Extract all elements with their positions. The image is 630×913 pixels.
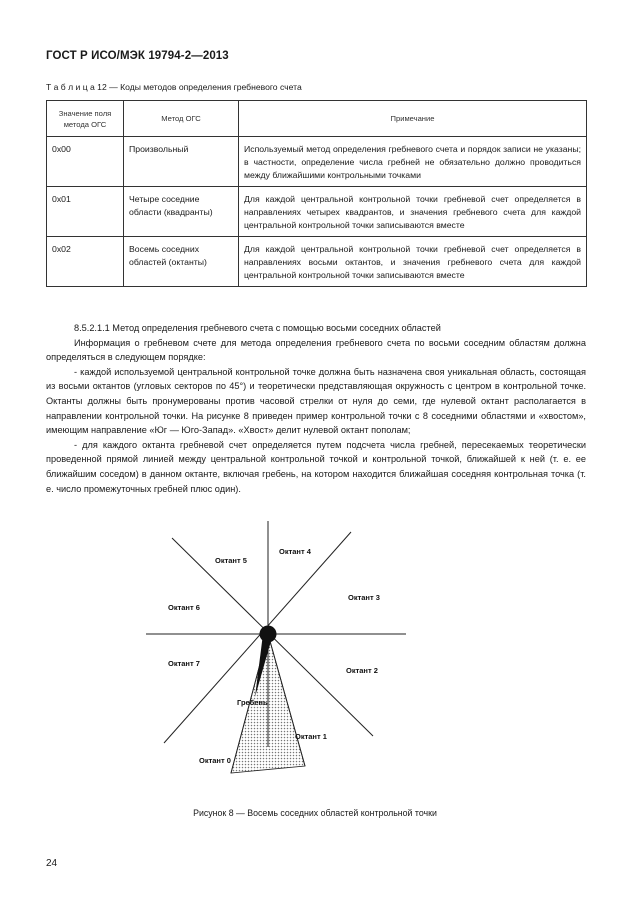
table-row	[47, 237, 587, 287]
column-header-method: Метод ОГС	[124, 101, 239, 137]
column-header-code: Значение поля метода ОГС	[47, 101, 124, 137]
column-header-note: Примечание	[239, 101, 587, 137]
cell-note: Для каждой центральной контрольной точки гребневой счет определяется в направлениях восьми октантов, и значения гребневого счета для каждой центральной контрольной точки записываются вместе	[239, 237, 587, 287]
octant-0-label: Октант 0	[199, 756, 231, 765]
page-number: 24	[46, 858, 58, 869]
table-caption: Т а б л и ц а 12 — Коды методов определения гребневого счета	[46, 82, 302, 92]
ridge-label: Гребень	[237, 698, 268, 707]
octant-5-label: Октант 5	[215, 556, 247, 565]
center-minutia-point	[260, 626, 277, 643]
document-header: ГОСТ Р ИСО/МЭК 19794-2—2013	[46, 50, 229, 62]
octant-2-label: Октант 2	[346, 666, 378, 675]
cell-code: 0x02	[47, 237, 124, 287]
cell-note: Используемый метод определения гребневого счета и порядок записи не указаны; в частности, определение числа гребней не обязательно должно проводиться между ближайшими контрольными точками	[239, 137, 587, 187]
cell-code: 0x00	[47, 137, 124, 187]
octant-6-label: Октант 6	[168, 603, 200, 612]
cell-method: Произвольный	[124, 137, 239, 187]
cell-method: Четыре соседние области (квадранты)	[124, 187, 239, 237]
paragraph: Информация о гребневом счете для метода определения гребневого счета по восьми соседним областям должна определяться в следующем порядке:	[46, 337, 586, 363]
body-text	[46, 321, 586, 496]
paragraph: - для каждого октанта гребневой счет определяется путем подсчета числа гребней, пересекаемых теоретически проведенной прямой линией между центральной контрольной точкой и контрольной точкой, ближайшей к ней (т. е. ее ближайшим соседом) в данном октанте, включая гребень, на котором находится ближайшая соседняя контрольная точка (т. е. число промежуточных гребней плюс один).	[46, 439, 586, 494]
octant-7-label: Октант 7	[168, 659, 200, 668]
ridge-count-methods-table	[46, 100, 587, 287]
cell-code: 0x01	[47, 187, 124, 237]
octant-4-label: Октант 4	[279, 547, 311, 556]
table-row	[47, 187, 587, 237]
paragraph: - каждой используемой центральной контрольной точке должна быть назначена своя уникальная область, состоящая из восьми октантов (угловых секторов по 45°) и теоретически представляющая окружность с центром в контрольной точке. Октанты должны быть пронумерованы против часовой стрелки от нуля до семи, где нулевой октант располагается в направлении контрольной точки. На рисунке 8 приведен пример контрольной точки с 8 соседними областями и «хвостом», имеющим направление «Юг — Юго-Запад». «Хвост» делит нулевой октант пополам;	[46, 366, 586, 436]
octant-3-label: Октант 3	[348, 593, 380, 602]
cell-method: Восемь соседних областей (октанты)	[124, 237, 239, 287]
table-row	[47, 137, 587, 187]
table-header-row	[47, 101, 587, 137]
cell-note: Для каждой центральной контрольной точки гребневой счет определяется в направлениях четырех квадрантов, и значения гребневого счета для каждой центральной контрольной точки записываются вместе	[239, 187, 587, 237]
section-heading: 8.5.2.1.1 Метод определения гребневого счета с помощью восьми соседних областей	[74, 323, 441, 333]
figure-caption: Рисунок 8 — Восемь соседних областей контрольной точки	[193, 808, 437, 818]
octant-diagram	[130, 517, 430, 797]
octant-1-label: Октант 1	[295, 732, 327, 741]
